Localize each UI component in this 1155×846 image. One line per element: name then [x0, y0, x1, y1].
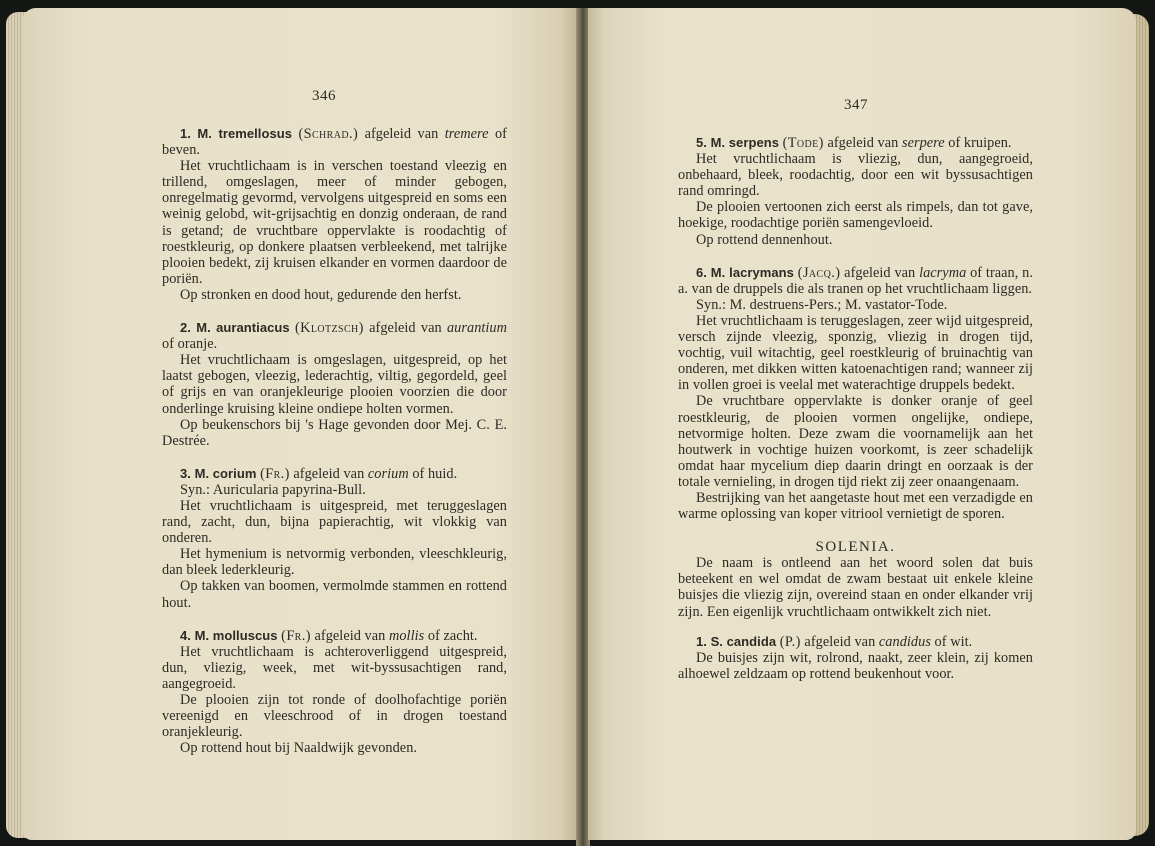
- etymology-intro: afgeleid van: [289, 465, 368, 482]
- entry-paragraph: Op stronken en dood hout, gedurende den herfst.: [180, 286, 462, 303]
- species-author: (Fr.): [281, 627, 311, 644]
- entry-paragraph: De plooien vertoonen zich eerst als rimpels, dan tot gave, hoekige, roodachtige poriën samengevloeid.: [678, 199, 1033, 232]
- entry-paragraph: Op takken van boomen, vermolmde stammen en rottend hout.: [162, 578, 507, 611]
- etymology-word: mollis: [388, 627, 425, 644]
- section-intro: De naam is ontleend aan het woord solen dat buis beteekent en wel omdat de zwam bestaat uit enkele kleine buisjes die vliezig zijn, overeind staan en onder elkander vrij zijn. Een eigenlijk vruchtlichaam ontwikkelt zich niet.: [678, 555, 1033, 620]
- etymology-word: candidus: [878, 633, 931, 650]
- entry-paragraph: Het vruchtlichaam is omgeslagen, uitgespreid, op het laatst gebogen, vleezig, lederachtig, viltig, gegordeld, geel of grijs en van oranjekleurige plooien voorzien die door onderlinge kruising kleine ondiepe holten vormen.: [162, 352, 507, 417]
- species-entry: [678, 135, 1033, 248]
- etymology-meaning: of zacht.: [424, 627, 478, 644]
- entry-heading-line: [162, 466, 507, 482]
- species-entry: [162, 126, 507, 303]
- entry-number: 4.: [180, 627, 191, 643]
- etymology-intro: afgeleid van: [310, 627, 389, 644]
- entry-number: 6.: [696, 264, 707, 280]
- species-name: S. candida: [710, 633, 777, 649]
- species-name: M. lacrymans: [710, 264, 794, 280]
- entry-paragraph: Syn.: M. destruens-Pers.; M. vastator-Tode.: [696, 296, 948, 313]
- etymology-intro: afgeleid van: [358, 126, 445, 142]
- etymology-meaning: of oranje.: [162, 336, 218, 353]
- entry-paragraph: Op rottend dennenhout.: [696, 231, 833, 248]
- entry-paragraph: Het vruchtlichaam is uitgespreid, met teruggeslagen rand, zacht, dun, bijna papierachtig, wit vlokkig van onderen.: [162, 497, 507, 547]
- entry-heading-line: [678, 634, 1033, 650]
- species-entry: [162, 320, 507, 449]
- entry-number: 5.: [696, 135, 707, 150]
- entry-number: 2.: [180, 320, 191, 336]
- left-page-text: [162, 126, 507, 773]
- species-entry: [162, 628, 507, 757]
- species-name: M. corium: [194, 465, 257, 481]
- etymology-meaning: of traan, n. a. van de druppels die als tranen op het vruchtlichaam liggen.: [678, 264, 1034, 297]
- right-page-text: [678, 135, 1033, 699]
- right-page: [588, 8, 1136, 840]
- species-entry: [678, 634, 1033, 682]
- entry-paragraph: Het hymenium is netvormig verbonden, vleeschkleurig, dan bleek lederkleurig.: [162, 546, 507, 579]
- species-author: (Tode): [782, 135, 824, 151]
- species-author: (Fr.): [260, 465, 290, 482]
- entry-paragraph: Syn.: Auricularia papyrina-Bull.: [180, 481, 366, 498]
- entry-number: 1.: [696, 633, 707, 649]
- entry-paragraph: Op beukenschors bij 's Hage gevonden door Mej. C. E. Destrée.: [162, 416, 507, 449]
- etymology-intro: afgeleid van: [363, 320, 447, 337]
- entry-number: 3.: [180, 465, 191, 481]
- species-name: M. tremellosus: [197, 126, 292, 141]
- entry-paragraph: Het vruchtlichaam is vliezig, dun, aangegroeid, onbehaard, bleek, roodachtig, door een wit byssusachtigen rand omringd.: [678, 151, 1033, 200]
- right-page-number: 347: [844, 97, 868, 113]
- species-entry: [678, 265, 1033, 523]
- species-author: (Schrad.): [298, 126, 359, 142]
- entry-paragraph: De buisjes zijn wit, rolrond, naakt, zeer klein, zij komen alhoewel zeldzaam op rottend beukenhout voor.: [678, 649, 1033, 682]
- left-page: [22, 8, 578, 840]
- species-name: M. aurantiacus: [196, 320, 290, 336]
- etymology-meaning: of beven.: [162, 126, 507, 159]
- etymology-word: corium: [367, 465, 409, 482]
- etymology-word: lacryma: [919, 264, 967, 281]
- etymology-meaning: of wit.: [930, 633, 973, 650]
- species-author: (P.): [779, 633, 801, 650]
- left-page-number: 346: [312, 88, 336, 104]
- section-title: SOLENIA.: [815, 539, 896, 556]
- entry-paragraph: De plooien zijn tot ronde of doolhofachtige poriën vereenigd en vleeschrood of in drogen toestand oranjekleurig.: [162, 692, 507, 741]
- etymology-intro: afgeleid van: [840, 264, 920, 281]
- entry-heading-line: [162, 320, 507, 352]
- etymology-intro: afgeleid van: [823, 135, 902, 151]
- entry-heading-line: [162, 126, 507, 158]
- entry-heading-line: [678, 265, 1033, 297]
- species-name: M. molluscus: [194, 627, 278, 643]
- entry-heading-line: [678, 135, 1033, 151]
- entry-number: 1.: [180, 126, 191, 141]
- species-entry: [162, 466, 507, 611]
- etymology-word: tremere: [444, 126, 489, 142]
- entry-paragraph: De vruchtbare oppervlakte is donker oranje of geel roestkleurig, de plooien vormen ongelijke, ondiepe, netvormige holten. Deze zwam die voornamelijk aan het houtwerk in vochtige huizen voorkomt, is zeer schadelijk omdat haar mycelium diep daarin dringt en oorzaak is der totale vernieling, in drogen tijd riekt zij zeer onaangenaam.: [678, 393, 1033, 490]
- etymology-word: aurantium: [446, 320, 508, 337]
- entry-paragraph: Het vruchtlichaam is teruggeslagen, zeer wijd uitgespreid, versch zijnde vleezig, sponzig, vliezig in drogen tijd, vochtig, vuil witachtig, geel roestkleurig of bruinachtig van onderen, met dikken witten katoenachtigen rand; wanneer zij in vollen groei is veelal met waterachtige druppels bedekt.: [678, 312, 1033, 394]
- etymology-word: serpere: [901, 135, 945, 151]
- entry-paragraph: Bestrijking van het aangetaste hout met een verzadigde en warme oplossing van koper vitriool vernietigt de sporen.: [678, 489, 1033, 523]
- etymology-meaning: of kruipen.: [944, 135, 1012, 151]
- entry-paragraph: Op rottend hout bij Naaldwijk gevonden.: [180, 740, 418, 757]
- species-author: (Jacq.): [797, 264, 841, 281]
- etymology-intro: afgeleid van: [800, 633, 879, 650]
- species-name: M. serpens: [710, 135, 779, 150]
- entry-heading-line: [162, 628, 507, 644]
- entry-paragraph: Het vruchtlichaam is achteroverliggend uitgespreid, dun, vliezig, week, met wit-byssusachtigen rand, aangegroeid.: [162, 643, 507, 692]
- etymology-meaning: of huid.: [408, 465, 458, 482]
- species-author: (Klotzsch): [294, 320, 364, 337]
- entry-paragraph: Het vruchtlichaam is in verschen toestand vleezig en trillend, omgeslagen, meer of minder gebogen, onregelmatig gevormd, vervolgens uitgespreid en soms een weinig gelobd, wit-grijsachtig en donzig onderaan, de rand is getand; de vruchtbare oppervlakte is roodachtig of roestkleurig, op donkere plaatsen verbleekend, met talrijke plooien bedekt, zij kruisen elkander en vormen daardoor de poriën.: [162, 158, 507, 287]
